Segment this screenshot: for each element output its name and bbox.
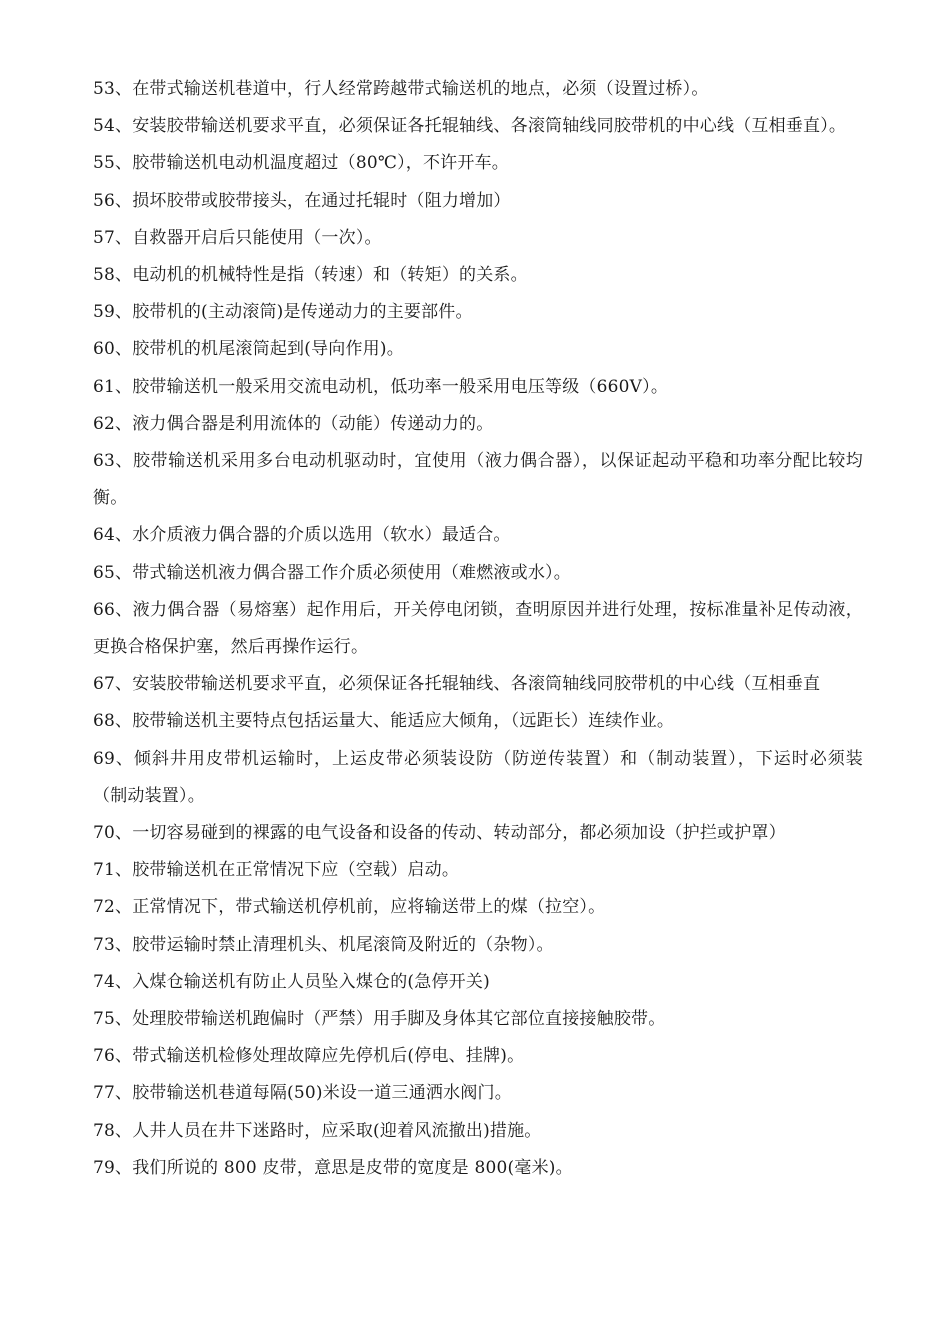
list-item: 72、正常情况下，带式输送机停机前，应将输送带上的煤（拉空）。 xyxy=(93,897,606,918)
list-item: 71、胶带输送机在正常情况下应（空载）启动。 xyxy=(93,860,460,881)
list-item: 60、胶带机的机尾滚筒起到(导向作用)。 xyxy=(93,339,404,360)
list-item: 64、水介质液力偶合器的介质以选用（软水）最适合。 xyxy=(93,525,511,546)
list-item: 63、胶带输送机采用多台电动机驱动时，宜使用（液力偶合器），以保证起动平稳和功率分配比较均衡。 xyxy=(93,451,863,509)
list-item: 68、胶带输送机主要特点包括运量大、能适应大倾角，（远距长）连续作业。 xyxy=(93,711,675,732)
list-item: 67、安装胶带输送机要求平直，必须保证各托辊轴线、各滚筒轴线同胶带机的中心线（互相垂直 xyxy=(93,674,821,695)
list-item: 66、液力偶合器（易熔塞）起作用后，开关停电闭锁，查明原因并进行处理，按标准量补足传动液，更换合格保护塞，然后再操作运行。 xyxy=(93,599,863,658)
question-list xyxy=(93,71,863,1187)
list-item: 78、人井人员在井下迷路时，应采取(迎着风流撤出)措施。 xyxy=(93,1120,542,1141)
list-item: 58、电动机的机械特性是指（转速）和（转矩）的关系。 xyxy=(93,265,528,286)
list-item: 73、胶带运输时禁止清理机头、机尾滚筒及附近的（杂物）。 xyxy=(93,934,554,955)
list-item: 62、液力偶合器是利用流体的（动能）传递动力的。 xyxy=(93,413,494,434)
list-item: 55、胶带输送机电动机温度超过（80℃），不许开车。 xyxy=(93,153,509,174)
list-item: 57、自救器开启后只能使用（一次）。 xyxy=(93,227,382,248)
list-item: 75、处理胶带输送机跑偏时（严禁）用手脚及身体其它部位直接接触胶带。 xyxy=(93,1009,666,1030)
list-item: 76、带式输送机检修处理故障应先停机后(停电、挂牌)。 xyxy=(93,1046,525,1067)
list-item: 74、入煤仓输送机有防止人员坠入煤仓的(急停开关) xyxy=(93,971,490,992)
list-item: 65、带式输送机液力偶合器工作介质必须使用（难燃液或水）。 xyxy=(93,562,571,583)
list-item: 79、我们所说的 800 皮带，意思是皮带的宽度是 800(毫米)。 xyxy=(93,1157,573,1178)
list-item: 56、损坏胶带或胶带接头，在通过托辊时（阻力增加） xyxy=(93,190,511,211)
list-item: 59、胶带机的(主动滚筒)是传递动力的主要部件。 xyxy=(93,302,473,323)
list-item: 77、胶带输送机巷道每隔(50)米设一道三通洒水阀门。 xyxy=(93,1083,512,1104)
list-item: 54、安装胶带输送机要求平直，必须保证各托辊轴线、各滚筒轴线同胶带机的中心线（互相垂直）。 xyxy=(93,116,847,137)
list-item: 70、一切容易碰到的裸露的电气设备和设备的传动、转动部分，都必须加设（护拦或护罩） xyxy=(93,823,786,844)
list-item: 61、胶带输送机一般采用交流电动机，低功率一般采用电压等级（660V）。 xyxy=(93,376,669,397)
list-item: 69、倾斜井用皮带机运输时，上运皮带必须装设防（防逆传装置）和（制动装置），下运时必须装（制动装置）。 xyxy=(93,748,863,806)
list-item: 53、在带式输送机巷道中，行人经常跨越带式输送机的地点，必须（设置过桥）。 xyxy=(93,79,709,99)
